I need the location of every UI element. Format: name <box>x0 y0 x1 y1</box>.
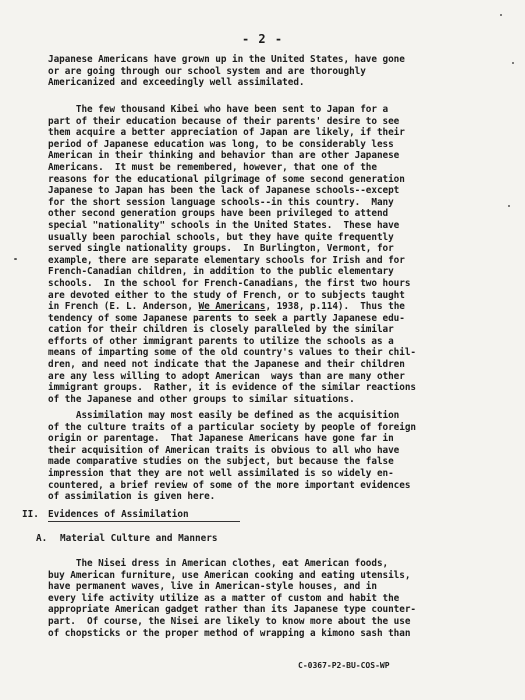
text-line: of the Japanese and other groups to similar situations. <box>48 393 355 405</box>
text-line: Japanese Americans have grown up in the United States, have gone <box>48 54 405 65</box>
text-line: immigrant groups. Rather, it is evidence of the similar reactions <box>48 382 416 394</box>
text-line: buy American furniture, use American cooking and eating utensils, <box>48 569 411 581</box>
citation-title: We Americans <box>198 301 266 313</box>
text-line: efforts of other immigrant parents to utilize the schools as a <box>48 335 394 347</box>
scan-speck <box>500 14 502 16</box>
text-line: served single nationality groups. In Burlington, Vermont, for <box>48 243 394 255</box>
page-number: - 2 - <box>241 32 284 46</box>
text-line: are any less willing to adopt American ways than are many other <box>48 370 405 382</box>
text-line: are devoted either to the study of French, or to subjects taught <box>48 289 405 301</box>
text-line: part. Of course, the Nisei are likely to know more about the use <box>48 615 411 627</box>
text-line: countered, a brief review of some of the more important evidences <box>48 479 411 491</box>
text-line: means of imparting some of the old country's values to their chil- <box>48 347 416 359</box>
section-number: II. <box>22 509 39 520</box>
text-line: of assimilation is given here. <box>48 491 216 503</box>
text-line: schools. In the school for French-Canadians, the first two hours <box>48 277 411 289</box>
text-line: tendency of some Japanese parents to seek a partly Japanese edu- <box>48 312 405 324</box>
text-line: Americanized and exceedingly well assimilated. <box>48 77 305 89</box>
scan-speck <box>508 205 510 207</box>
text-line: Americans. It must be remembered, however, that one of the <box>48 161 377 173</box>
scan-speck <box>512 62 514 64</box>
subsection-letter: A. <box>36 533 48 544</box>
scan-speck <box>14 258 17 260</box>
text-line: period of Japanese education was long, to be considerably less <box>48 138 394 150</box>
text-line: of chopsticks or the proper method of wrapping a kimono sash than <box>48 627 411 639</box>
text-line: French-Canadian children, in addition to the public elementary <box>48 266 394 278</box>
text-line: usually been parochial schools, but they have quite frequently <box>48 231 394 243</box>
text-line: of the culture traits of a particular society by people of foreign <box>48 421 416 433</box>
text-line: made comparative studies on the subject, but because the false <box>48 456 394 468</box>
text-line: their acquisition of American traits is obvious to all who have <box>48 444 400 456</box>
text-line: American in their thinking and behavior than are other Japanese <box>48 150 400 162</box>
paragraph-1 <box>48 54 488 89</box>
paragraph-2 <box>48 104 488 405</box>
text-line: part of their education because of their parents' desire to see <box>48 115 400 127</box>
text-line: impression that they are not well assimilated is so widely en- <box>48 467 394 479</box>
text-line: dren, and need not indicate that the Japanese and their children <box>48 359 405 371</box>
subsection-title: Material Culture and Manners <box>60 533 218 544</box>
paragraph-4 <box>48 558 488 639</box>
text-line: special "nationality" schools in the United States. These have <box>48 219 400 231</box>
text-line: cation for their children is closely paralleled by the similar <box>48 324 394 336</box>
text-line: origin or parentage. That Japanese Americans have gone far in <box>48 433 394 445</box>
text-line: appropriate American gadget rather than its Japanese type counter- <box>48 604 416 616</box>
text-line: Assimilation may most easily be defined as the acquisition <box>48 410 400 421</box>
text-line: for the short session language schools--in this country. Many <box>48 196 394 208</box>
text-line: The few thousand Kibei who have been sent to Japan for a <box>48 104 389 115</box>
paragraph-3 <box>48 410 488 503</box>
citation-prefix: in French (E. L. Anderson, <box>48 301 199 313</box>
text-line: Japanese to Japan has been the lack of Japanese schools--except <box>48 185 400 197</box>
text-line: have permanent waves, live in American-style houses, and in <box>48 581 377 593</box>
text-line: other second generation groups have been privileged to attend <box>48 208 389 220</box>
text-line: every life activity utilize as a matter of custom and habit the <box>48 592 400 604</box>
citation-rest: , 1938, p.114). Thus the <box>265 301 405 313</box>
text-line: reasons for the educational pilgrimage of some second generation <box>48 173 405 185</box>
section-underline <box>48 521 240 522</box>
text-line: them acquire a better appreciation of Japan are likely, if their <box>48 127 405 139</box>
text-line: or are going through our school system and are thoroughly <box>48 65 366 77</box>
text-line: The Nisei dress in American clothes, eat American foods, <box>48 558 389 569</box>
text-line: example, there are separate elementary schools for Irish and for <box>48 254 405 266</box>
section-title: Evidences of Assimilation <box>48 509 189 520</box>
document-code: C-0367-P2-BU-COS-WP <box>298 661 390 670</box>
citation-line <box>48 301 488 313</box>
